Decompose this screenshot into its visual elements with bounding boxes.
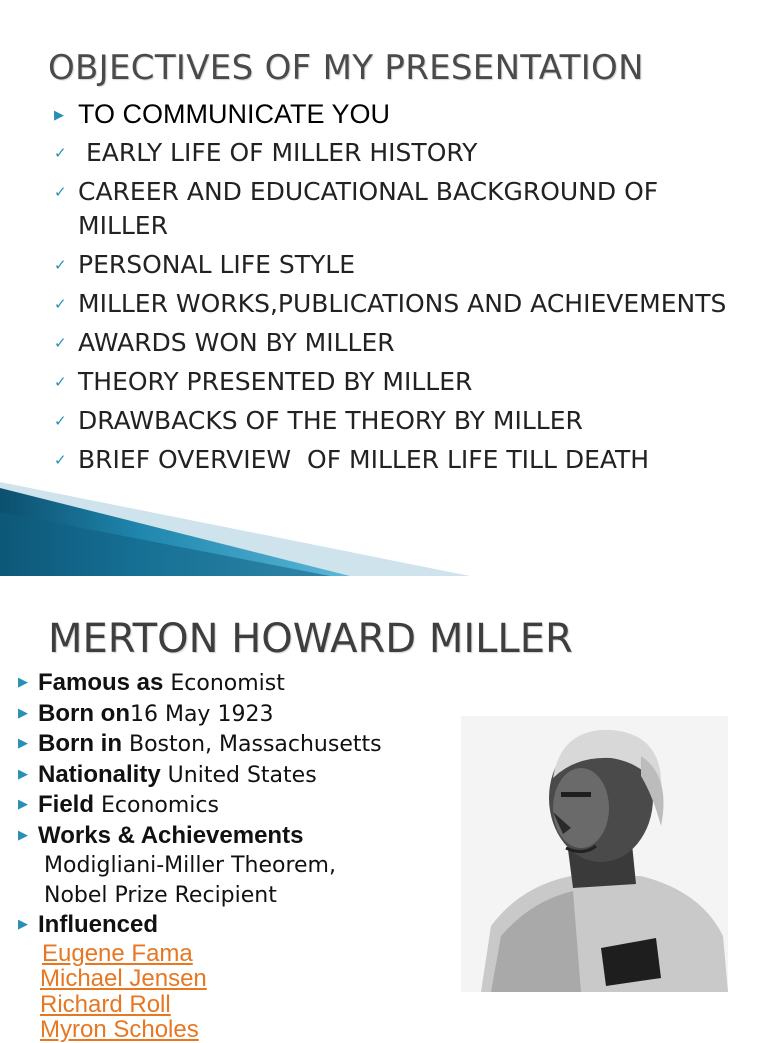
triangle-right-icon: ▶ [18,675,28,690]
triangle-right-icon: ▶ [18,917,28,932]
list-item: ✓ THEORY PRESENTED BY MILLER [52,365,752,399]
fact-works: ▶ Works & Achievements [18,821,304,849]
checkmark-icon: ✓ [54,373,67,391]
checkmark-icon: ✓ [54,451,67,469]
list-item: ✓ CAREER AND EDUCATIONAL BACKGROUND OF MILLER [54,177,659,240]
fact-famous: ▶ Famous as Economist [18,669,285,696]
link-eugene-fama[interactable]: Eugene Fama [42,939,193,967]
works-detail: Modigliani-Miller Theorem, Nobel Prize Recipient [44,853,336,908]
list-item: ✓ DRAWBACKS OF THE THEORY BY MILLER [52,404,752,438]
triangle-right-icon: ▶ [18,827,28,843]
link-myron-scholes[interactable]: Myron Scholes [40,1016,199,1043]
triangle-right-icon: ▶ [18,797,28,812]
checkmark-icon: ✓ [54,183,67,201]
fact-nationality: ▶ Nationality United States [18,760,317,788]
checkmark-icon: ✓ [54,334,67,352]
fact-born-on: ▶ Born on16 May 1923 [18,699,274,727]
checkmark-icon: ✓ [54,412,67,430]
link-richard-roll[interactable]: Richard Roll [40,990,171,1018]
triangle-right-icon: ▶ [18,736,28,751]
list-heading [52,97,752,131]
link-michael-jensen[interactable]: Michael Jensen [40,965,207,992]
triangle-right-icon: ▶ [18,766,28,782]
list-item: ✓ PERSONAL LIFE STYLE [52,248,752,282]
slide-title: MERTON HOWARD MILLER [48,616,573,662]
fact-born-in: ▶ Born in Boston, Massachusetts [18,730,382,757]
decorative-wedge [0,482,470,576]
triangle-right-icon: ▶ [18,705,28,721]
checkmark-icon: ✓ [54,256,67,274]
list-item: ✓ MILLER WORKS,PUBLICATIONS AND ACHIEVEMENTS [52,287,752,321]
objectives-list [52,97,752,482]
checkmark-icon: ✓ [54,144,67,162]
slide-divider [0,576,768,596]
list-item: ✓ AWARDS WON BY MILLER [52,326,752,360]
slide-title: OBJECTIVES OF MY PRESENTATION [48,48,644,88]
slide-profile [0,596,768,1043]
fact-field: ▶ Field Economics [18,791,219,818]
heading-text: TO COMMUNICATE YOU [78,99,391,129]
list-item: ✓ BRIEF OVERVIEW OF MILLER LIFE TILL DEATH [52,443,752,477]
checkmark-icon: ✓ [54,295,67,313]
portrait-image [461,716,728,992]
fact-influenced: ▶ Influenced [18,911,159,938]
portrait-photo [461,716,728,992]
triangle-right-icon: ▶ [54,107,64,122]
facts-list [18,668,458,1043]
list-item: ✓ EARLY LIFE OF MILLER HISTORY [52,136,752,170]
influenced-links [18,941,458,1043]
